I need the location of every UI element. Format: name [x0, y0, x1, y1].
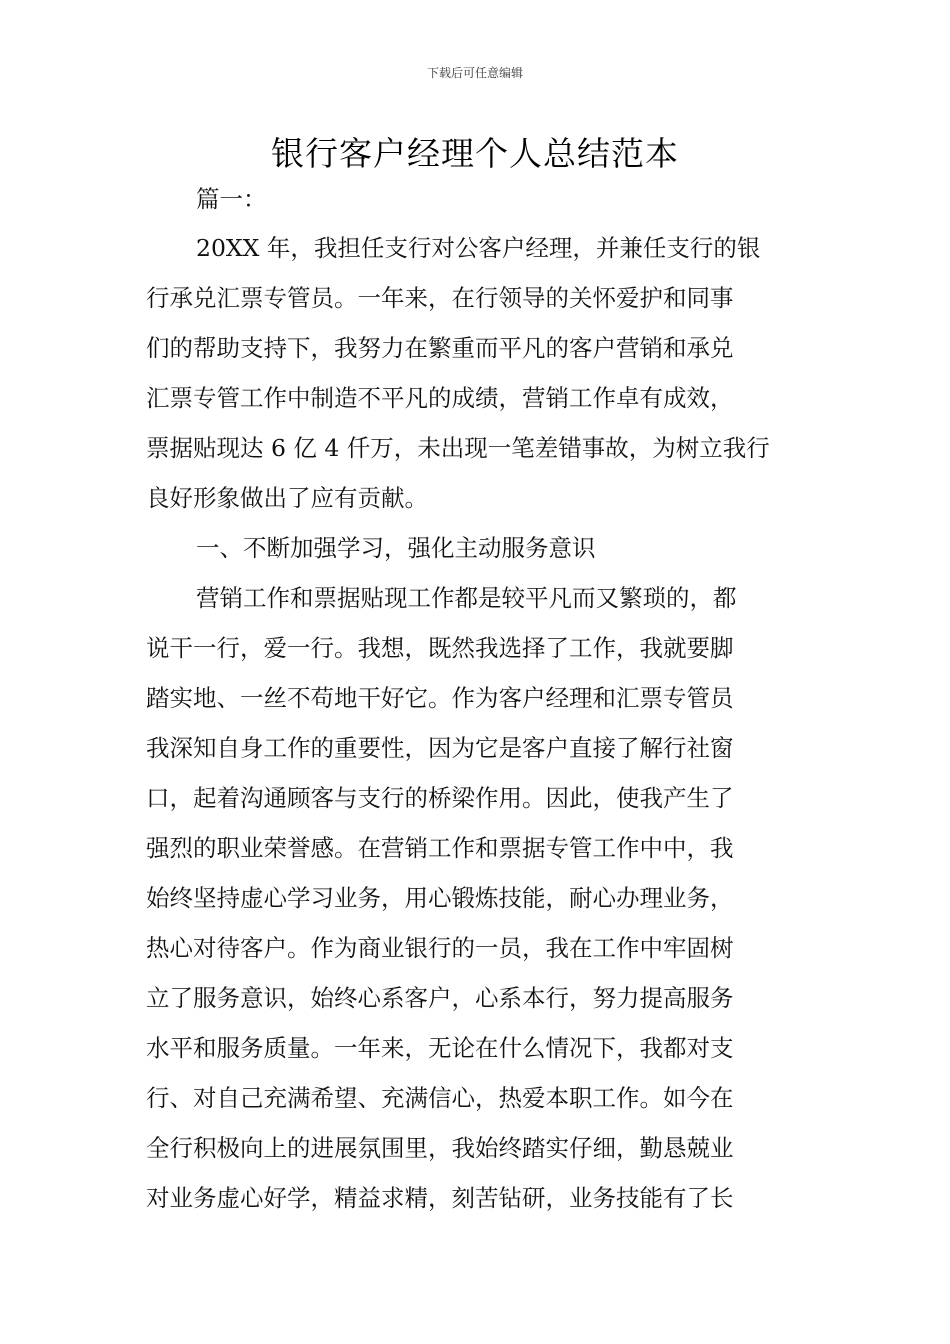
section-label: 篇一：: [196, 185, 267, 213]
paragraph-line: 强烈的职业荣誉感。在营销工作和票据专管工作中中，我: [146, 834, 734, 862]
paragraph-line: 良好形象做出了应有贡献。: [146, 484, 428, 512]
paragraph-line: 始终坚持虚心学习业务，用心锻炼技能，耐心办理业务，: [146, 884, 734, 912]
section-heading: 一、不断加强学习，强化主动服务意识: [196, 534, 596, 562]
document-title: 银行客户经理个人总结范本: [271, 134, 679, 173]
paragraph-line: 行、对自己充满希望、充满信心，热爱本职工作。如今在: [146, 1084, 734, 1112]
paragraph-line: 汇票专管工作中制造不平凡的成绩，营销工作卓有成效，: [146, 384, 734, 412]
paragraph-line: 行承兑汇票专管员。一年来，在行领导的关怀爱护和同事: [146, 284, 734, 312]
paragraph-line: 20XX 年，我担任支行对公客户经理，并兼任支行的银: [196, 234, 761, 262]
paragraph-line: 热心对待客户。作为商业银行的一员，我在工作中牢固树: [146, 934, 734, 962]
paragraph-line: 水平和服务质量。一年来，无论在什么情况下，我都对支: [146, 1034, 734, 1062]
paragraph-line: 们的帮助支持下，我努力在繁重而平凡的客户营销和承兑: [146, 334, 734, 362]
paragraph-line: 营销工作和票据贴现工作都是较平凡而又繁琐的，都: [196, 584, 737, 612]
paragraph-line: 我深知自身工作的重要性，因为它是客户直接了解行社窗: [146, 734, 734, 762]
paragraph-line: 踏实地、一丝不苟地干好它。作为客户经理和汇票专管员: [146, 684, 734, 712]
paragraph-line: 说干一行，爱一行。我想，既然我选择了工作，我就要脚: [146, 634, 734, 662]
paragraph-line: 对业务虚心好学，精益求精，刻苦钻研，业务技能有了长: [146, 1184, 734, 1212]
paragraph-line: 全行积极向上的进展氛围里，我始终踏实仔细，勤恳兢业: [146, 1134, 734, 1162]
header-note: 下载后可任意编辑: [426, 66, 523, 80]
paragraph-line: 票据贴现达 6 亿 4 仟万，未出现一笔差错事故，为树立我行: [146, 434, 770, 462]
paragraph-line: 立了服务意识，始终心系客户，心系本行，努力提高服务: [146, 984, 734, 1012]
paragraph-line: 口，起着沟通顾客与支行的桥梁作用。因此，使我产生了: [146, 784, 734, 812]
